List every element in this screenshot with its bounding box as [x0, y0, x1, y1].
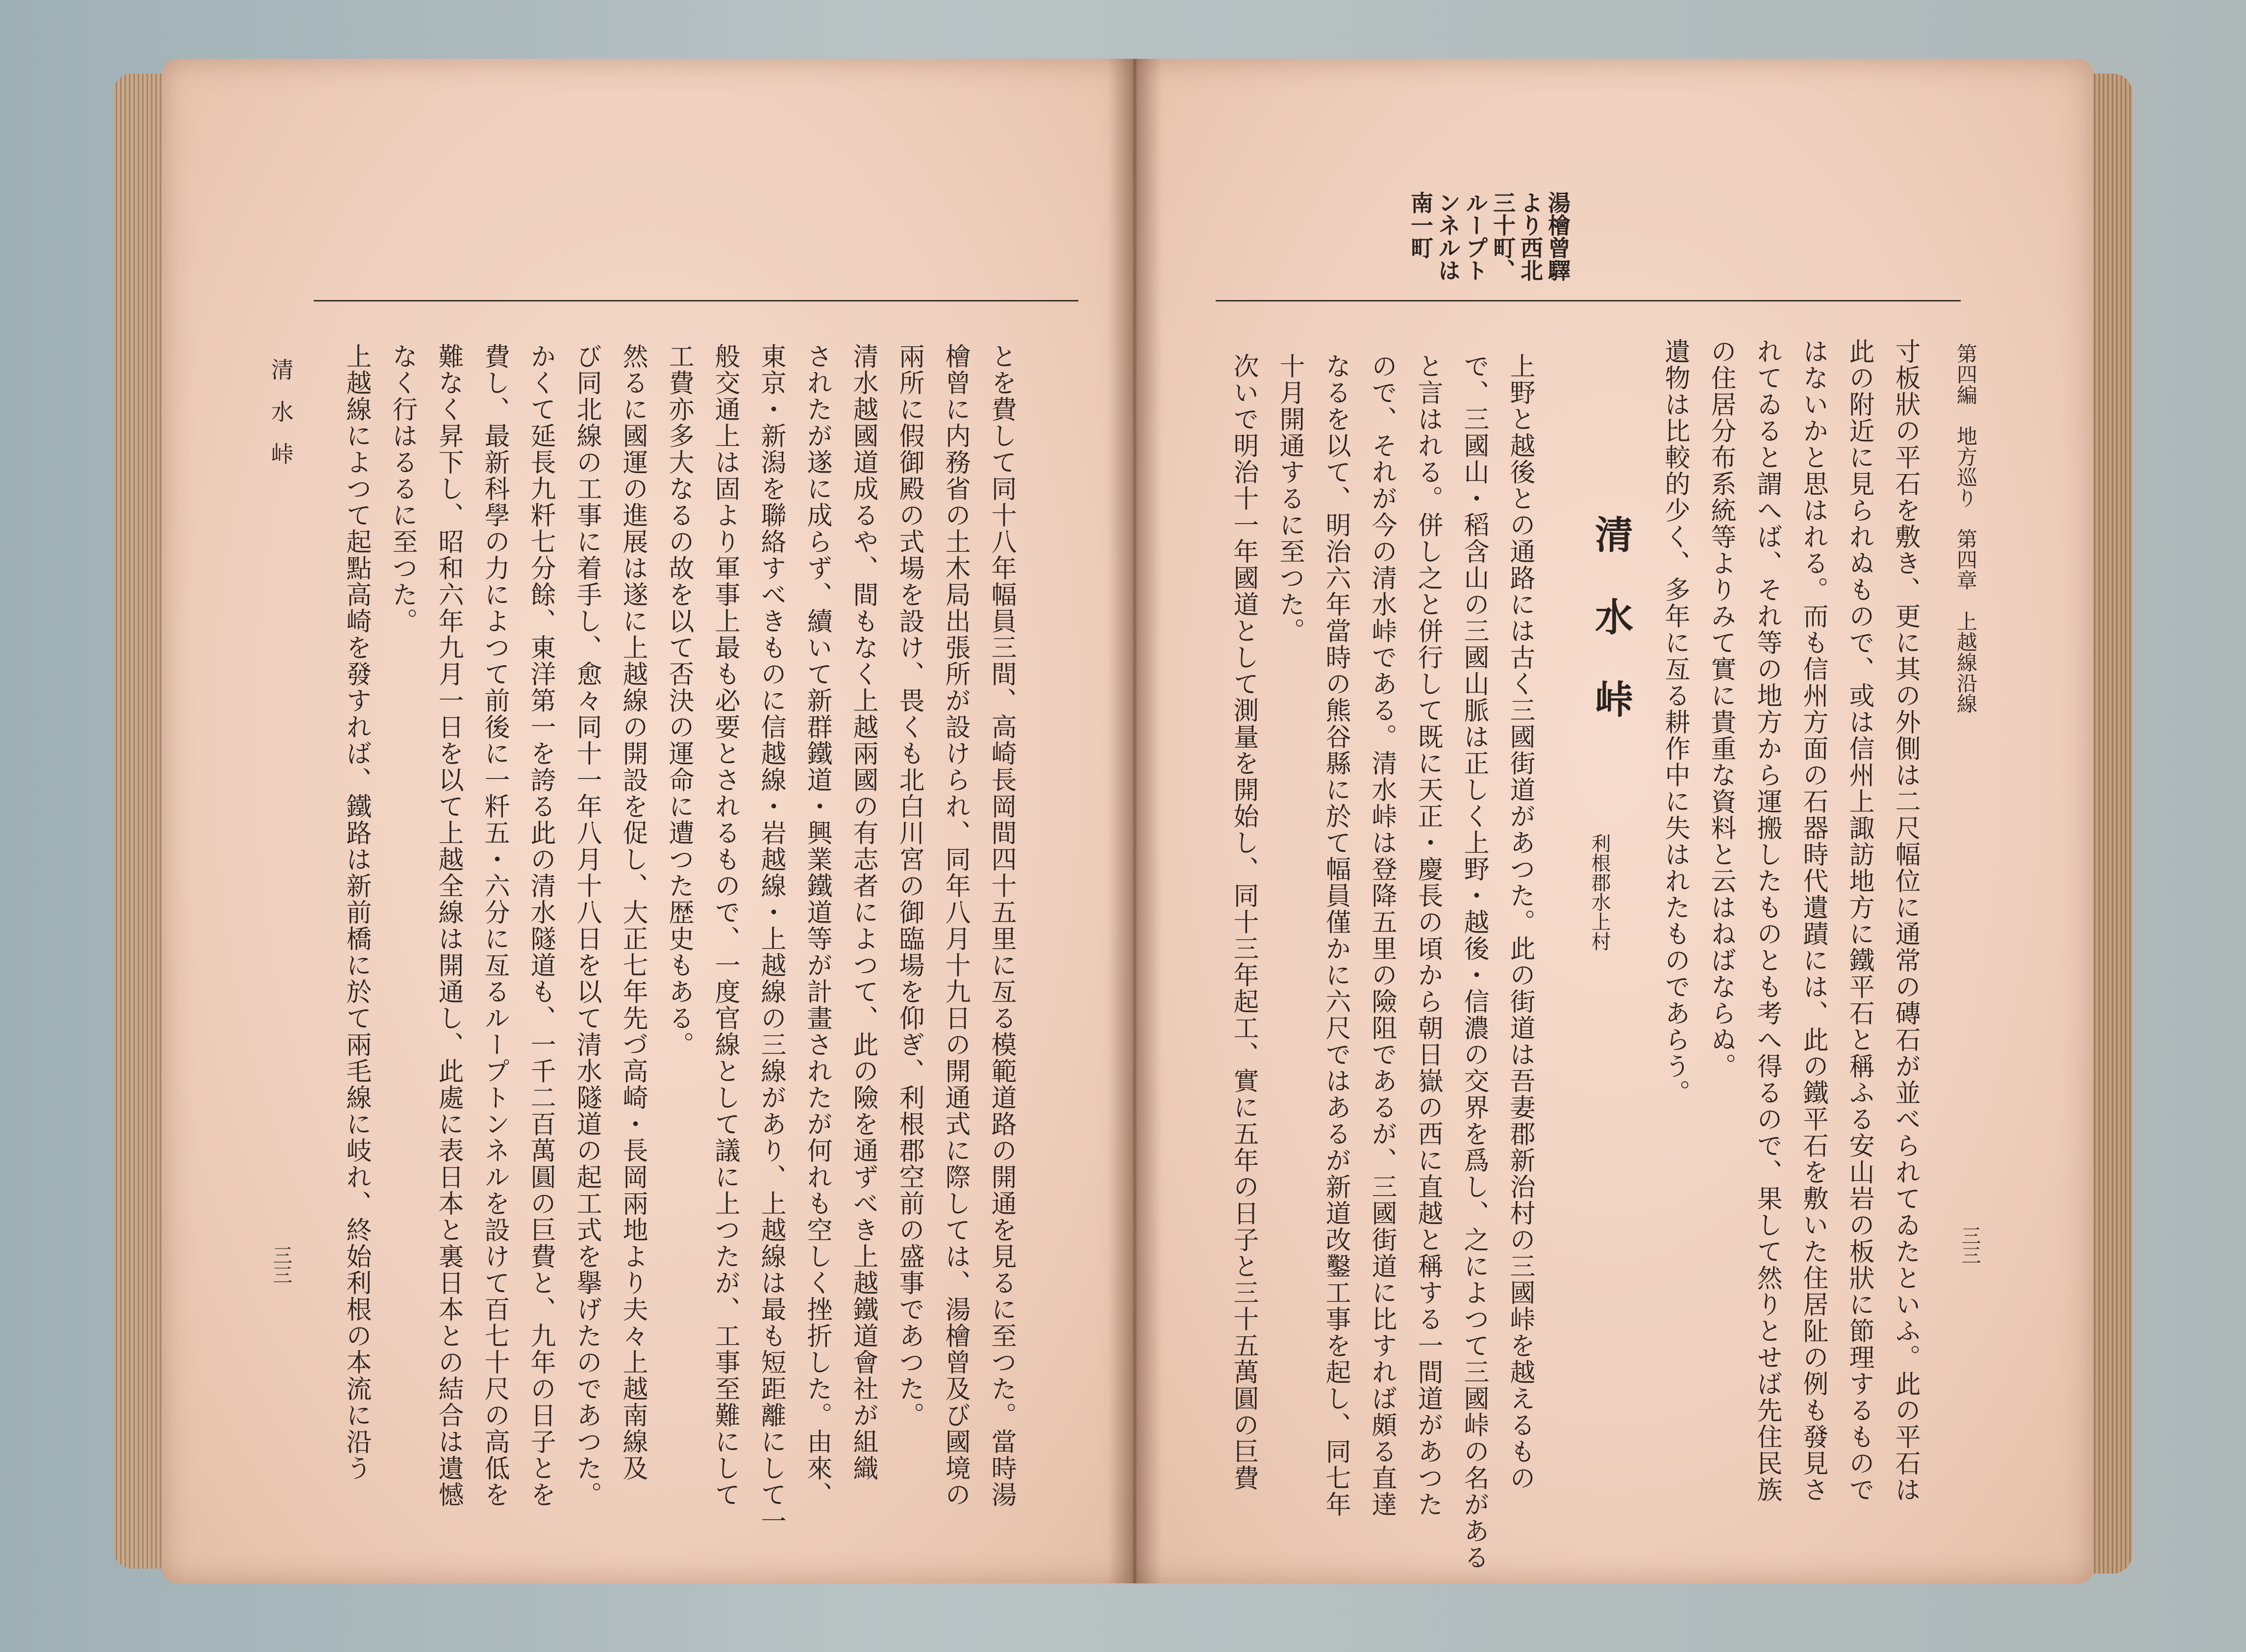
text-line: 兩所に假御殿の式場を設け、畏くも北白川宮の御臨場を仰ぎ、利根郡空前の盛事であつた。 — [895, 343, 924, 1428]
text-line: 遺物は比較的少く、多年に亙る耕作中に失はれたものであらう。 — [1660, 338, 1690, 1106]
section-title: 清水峠 — [1589, 515, 1633, 762]
text-line: 上越線によつて起點高崎を發すれば、鐵路は新前橋に於て兩毛線に岐れ、終始利根の本流に沿う — [342, 343, 371, 1481]
left-header-rule — [314, 300, 1078, 301]
text-line: 工費亦多大なるの故を以て否決の運命に遭つた歴史もある。 — [664, 343, 694, 1058]
text-line: 清水越國道成るや、間もなく上越兩國の有志者によつて、此の險を通ずべき上越鐵道會社が組織 — [848, 343, 878, 1481]
text-line: 難なく昇下し、昭和六年九月一日を以て上越全線は開通し、此處に表日本と裏日本との結合は遺憾 — [434, 343, 463, 1508]
text-line: 上野と越後との通路には古く三國街道があつた。此の街道は吾妻郡新治村の三國峠を越えるもの — [1505, 353, 1535, 1491]
text-line: 東京・新潟を聯絡すべきものに信越線・岩越線・上越線の三線があり、上越線は最も短距離にして一 — [756, 343, 786, 1534]
text-line: と言はれる。併し之と併行して既に天正・慶長の頃から朝日嶽の西に直越と稱する一間道があつた — [1413, 353, 1443, 1518]
running-footer-title: 清水峠 — [268, 358, 294, 484]
text-line: び同北線の工事に着手し、愈々同十一年八月十八日を以て清水隧道の起工式を擧げたのであつた。 — [572, 343, 601, 1508]
right-page-lower-text — [1221, 353, 1543, 1571]
text-line: かくて延長九粁七分餘、東洋第一を誇る此の清水隧道も、一千二百萬圓の巨費と、九年の日子とを — [526, 343, 555, 1508]
text-line: とを費して同十八年幅員三間、高崎長岡間四十五里に亙る模範道路の開通を見るに至つた。當時湯 — [987, 343, 1016, 1508]
text-line: 然るに國運の進展は遂に上越線の開設を促し、大正七年先づ高崎・長岡兩地より夫々上越南線及 — [618, 343, 648, 1481]
text-line: なく行はるるに至つた。 — [388, 343, 417, 634]
running-head: 第四編 地方巡り 第四章 上越線沿線 — [1954, 343, 1978, 714]
text-line: なるを以て、明治六年當時の熊谷縣に於て幅員僅かに六尺ではあるが新道改鑿工事を起し、同七年 — [1321, 353, 1350, 1518]
right-page-upper-text — [1652, 338, 1928, 1529]
text-line: 般交通上は固より軍事上最も必要とされるもので、一度官線として議に上つたが、工事至難にして — [710, 343, 740, 1508]
margin-note: 湯檜曾驛 より西北 三十町、 ループト ンネルは 南一町 — [1407, 191, 1571, 281]
book-gutter — [1108, 59, 1162, 1583]
text-line: はないかと思はれる。而も信州方面の石器時代遺蹟には、此の鐵平石を敷いた住居阯の例も發見さ — [1798, 338, 1828, 1503]
text-line: で、三國山・稻含山の三國山脈は正しく上野・越後・信濃の交界を爲し、之によつて三國峠の名がある — [1459, 353, 1489, 1571]
page-number-left: 三三 — [270, 1245, 292, 1284]
section-location: 利根郡水上村 — [1588, 833, 1611, 951]
text-line: ので、それが今の清水峠である。清水峠は登降五里の險阻であるが、三國街道に比すれば頗る直達 — [1367, 353, 1397, 1518]
text-line: 檜曾に内務省の土木局出張所が設けられ、同年八月十九日の開通式に際しては、湯檜曾及び國境の — [941, 343, 970, 1508]
text-line: 費し、最新科學の力によつて前後に一粁五・六分に亙るループトンネルを設けて百七十尺の高低を — [480, 343, 509, 1508]
text-line: されたが遂に成らず、續いて新群鐵道・興業鐵道等が計畫されたが何れも空しく挫折した。由來、 — [802, 343, 832, 1508]
text-line: れてゐると謂へば、それ等の地方から運搬したものとも考へ得るので、果して然りとせば先住民族 — [1752, 338, 1782, 1503]
right-header-rule — [1216, 300, 1961, 301]
left-page-text — [333, 343, 1024, 1549]
page-number-right: 三三 — [1958, 1226, 1981, 1265]
text-line: 此の附近に見られぬもので、或は信州上諏訪地方に鐵平石と稱ふる安山岩の板狀に節理するもので — [1845, 338, 1874, 1503]
text-line: の住居分布系統等よりみて實に貴重な資料と云はねばならぬ。 — [1706, 338, 1736, 1079]
text-line: 寸板狀の平石を敷き、更に其の外側は二尺幅位に通常の磚石が並べられてゐたといふ。此の平石は — [1891, 338, 1920, 1503]
text-line: 次いで明治十一年國道として測量を開始し、同十三年起工、實に五年の日子と三十五萬圓の巨費 — [1229, 353, 1258, 1491]
text-line: 十月開通するに至つた。 — [1275, 353, 1304, 644]
